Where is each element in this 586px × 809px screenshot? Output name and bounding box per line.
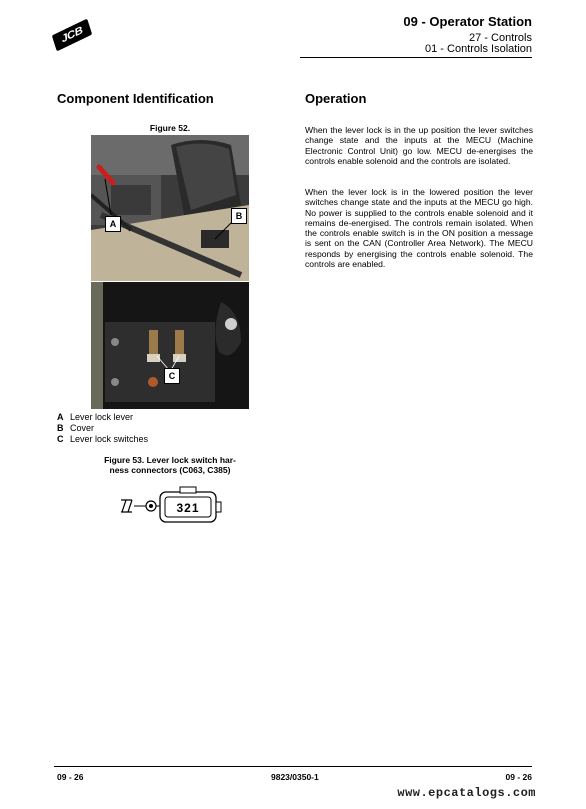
operation-paragraph-2: When the lever lock is in the lowered position the lever switches change state and the inputs at the MECU go high. No power is supplied to the controls enable solenoid and it remains de-energised. The controls remain isolated. When the controls enable switch is in the ON position a message is sent on the CAN (Controller Area Network). The MECU responds by energising the controls enable solenoid. The controls are enabled. (305, 187, 533, 270)
figure-52-caption: Figure 52. (149, 123, 191, 133)
component-identification-heading: Component Identification (57, 91, 214, 106)
connector-pin-numbers: 321 (176, 501, 200, 515)
connector-symbol (118, 484, 228, 528)
watermark: www.epcatalogs.com (397, 786, 536, 800)
callout-b: B (231, 208, 247, 224)
document-number: 9823/0350-1 (271, 772, 319, 782)
operation-heading: Operation (305, 91, 367, 106)
footer-divider (54, 766, 532, 767)
legend-item: A Lever lock lever (57, 412, 134, 422)
section-title: 27 - Controls (469, 32, 532, 44)
callout-c: C (164, 368, 180, 384)
header-divider (300, 57, 532, 58)
subsection-title: 01 - Controls Isolation (425, 43, 532, 55)
lever-lock-switches-drawing (91, 282, 249, 409)
figure-legend (57, 412, 148, 445)
legend-item: B Cover (57, 423, 95, 433)
operation-paragraph-1: When the lever lock is in the up position the lever switches change state and the inputs at the MECU (Machine Electronic Control Unit) go low. MECU de-energises the controls enable solenoid and the controls are isolated. (305, 125, 533, 166)
legend-item: C Lever lock switches (57, 434, 149, 444)
page-number-left: 09 - 26 (57, 772, 84, 782)
page-number-right: 09 - 26 (505, 772, 532, 782)
lever-lock-photo-drawing (91, 135, 249, 281)
connector-diagram (118, 484, 228, 528)
jcb-logo: JCB (52, 19, 92, 52)
callout-a: A (105, 216, 121, 232)
lever-lock-switches-photo (91, 282, 249, 409)
figure-53-caption-line1: Figure 53. Lever lock switch har- (104, 455, 236, 465)
chapter-title: 09 - Operator Station (403, 14, 532, 29)
figure-53-caption-line2: ness connectors (C063, C385) (109, 465, 231, 475)
lever-lock-photo (91, 135, 249, 281)
